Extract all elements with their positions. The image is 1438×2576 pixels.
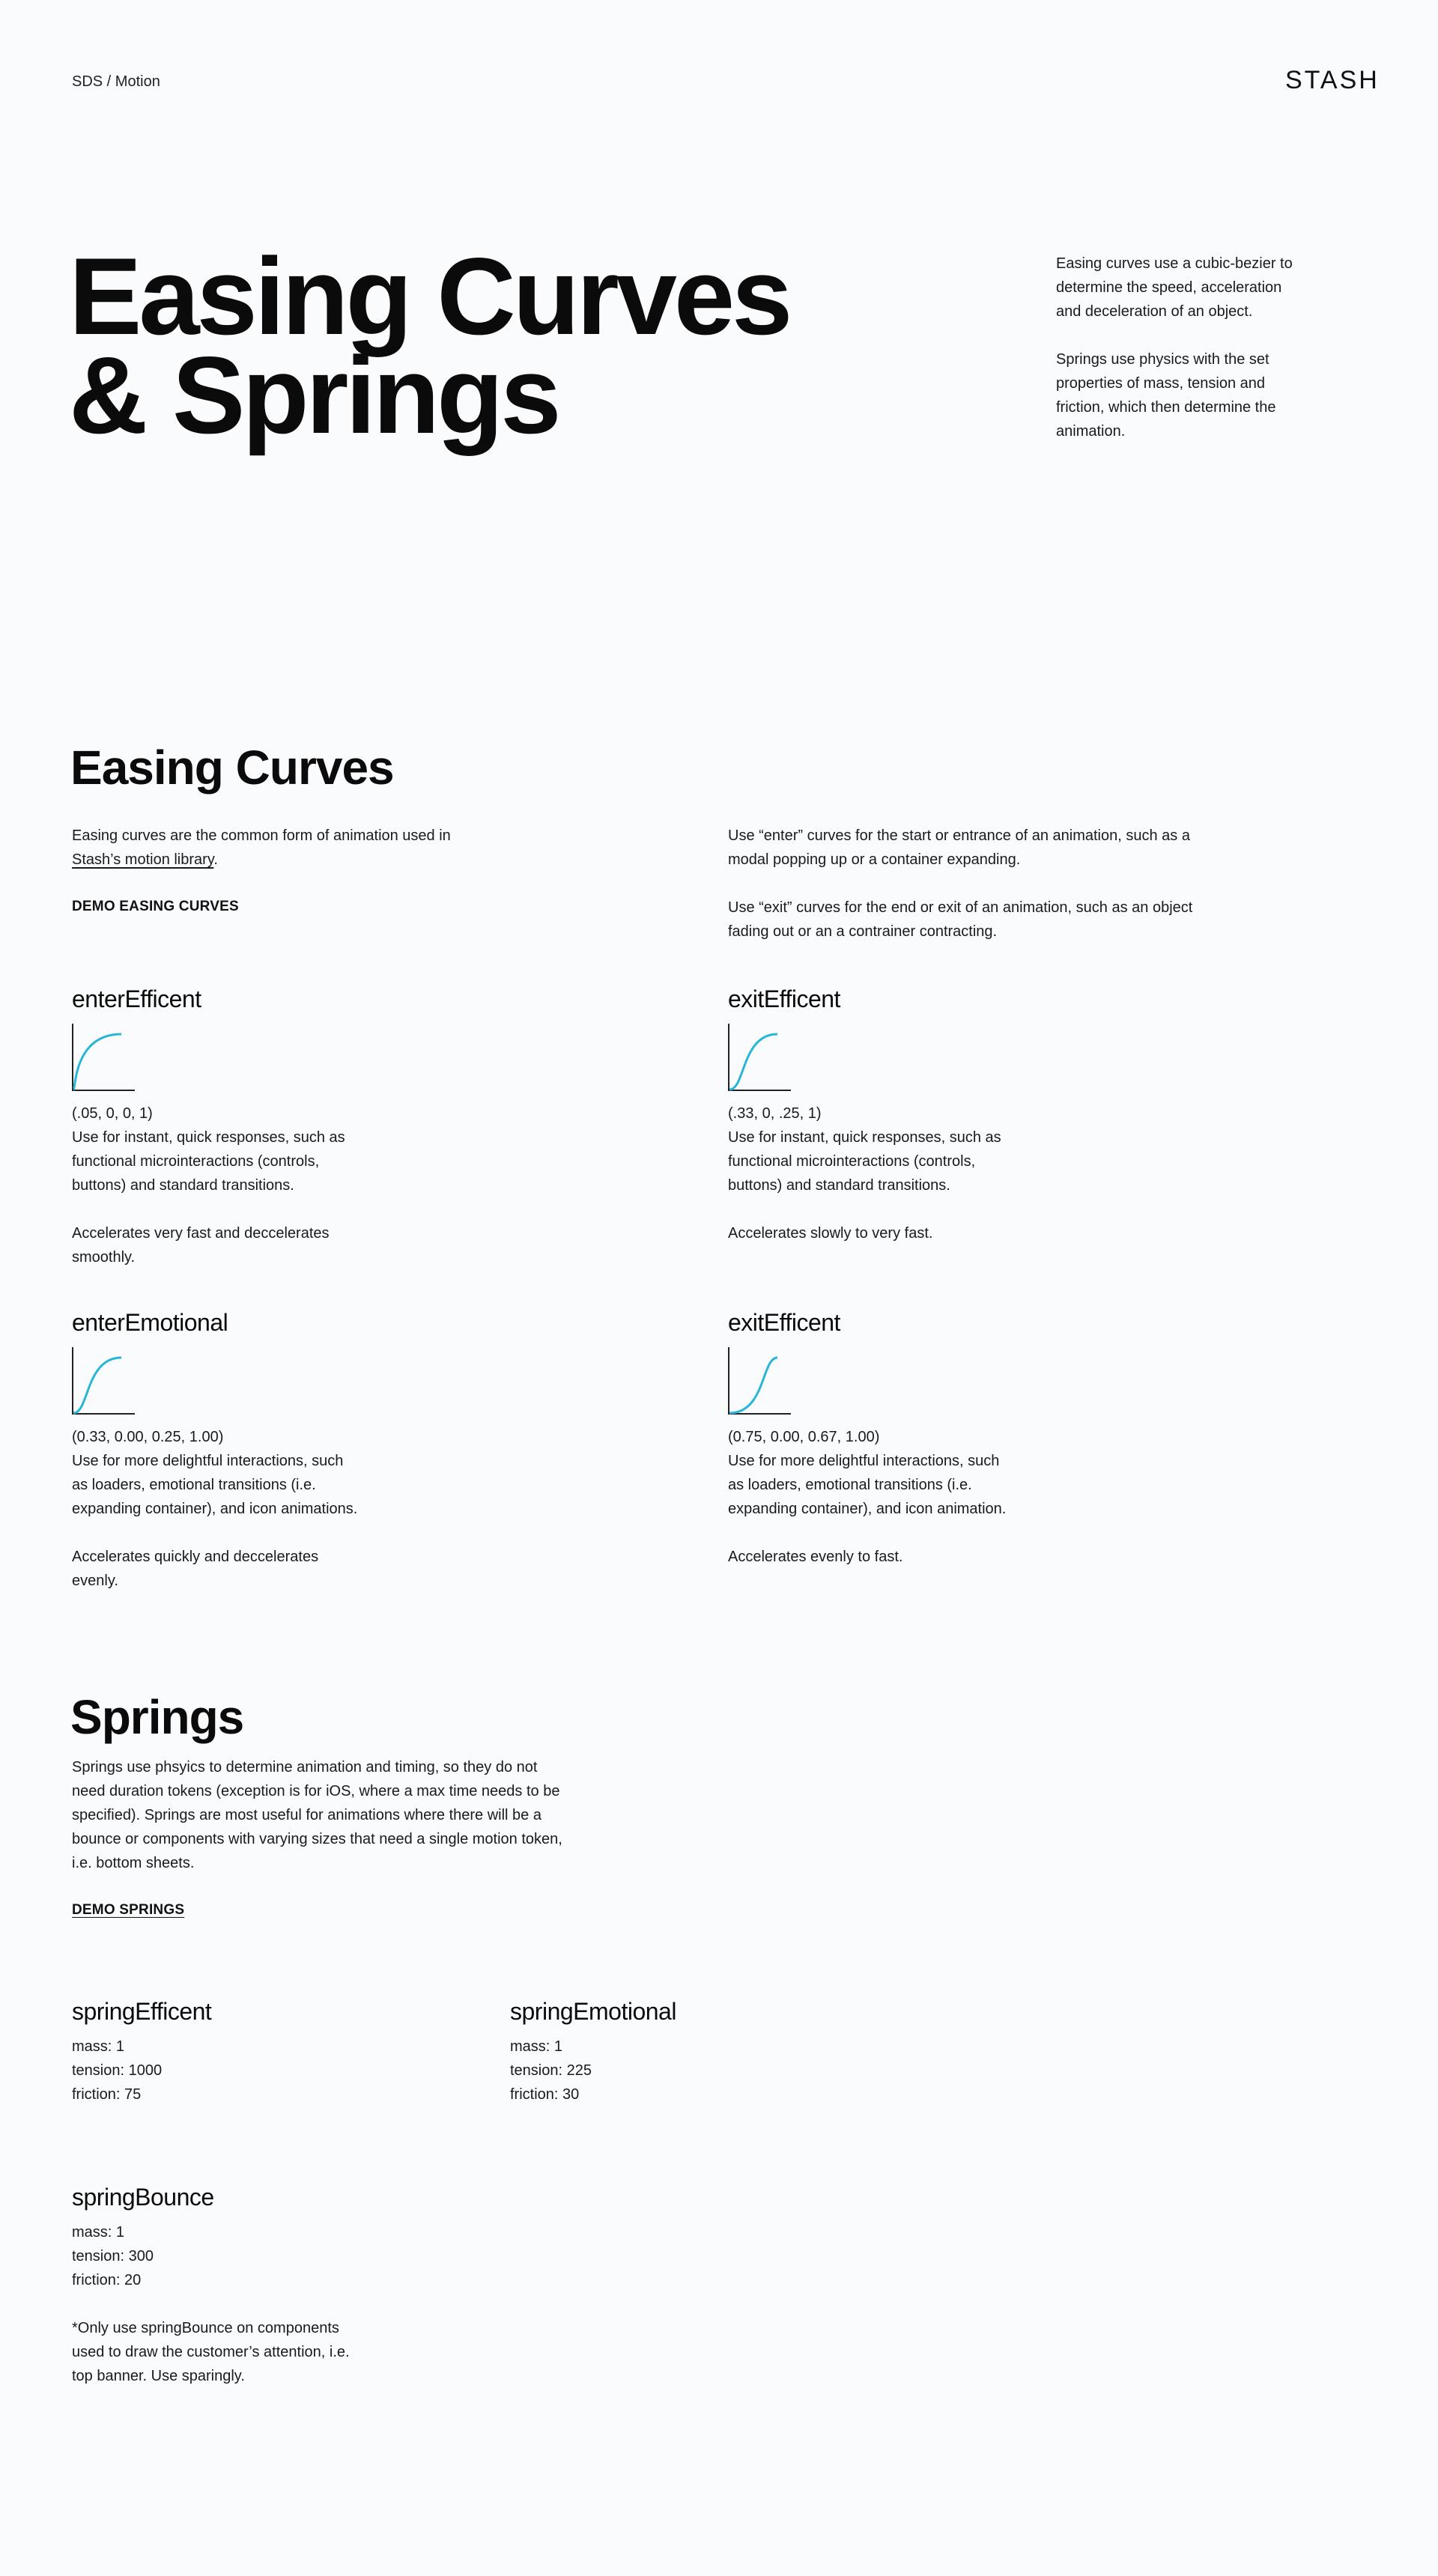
spring-tension: tension: 225 [510, 2062, 592, 2079]
curve-graph [72, 1347, 135, 1415]
spring-name: springEfficent [72, 1998, 212, 2025]
easing-intro [72, 824, 596, 872]
curve-note: Accelerates quickly and deccelerates evenly. [72, 1549, 319, 1589]
spring-tension: tension: 300 [72, 2248, 154, 2264]
curve-use: Use for more delightful interactions, such as loaders, emotional transitions (i.e. expanding container), and icon animations. [72, 1453, 358, 1517]
curve-values: (0.75, 0.00, 0.67, 1.00) [728, 1429, 880, 1445]
exit-curves-text: Use “exit” curves for the end or exit of an animation, such as an object fading out or an a contrainer contracting. [728, 899, 1193, 940]
spring-mass: mass: 1 [510, 2038, 563, 2055]
springs-intro: Springs use phsyics to determine animation and timing, so they do not need duration tokens (exception is for iOS, where a max time needs to be specified). Springs are most useful for animations where there will be a bounce or components with varying sizes that need a single motion token, i.e. bottom sheets. [72, 1759, 562, 1871]
curve-graph [72, 1024, 135, 1091]
curve-graph [728, 1347, 791, 1415]
curve-path [729, 1034, 777, 1090]
demo-springs-link[interactable]: DEMO SPRINGS [72, 1902, 185, 1918]
hero-description-1: Easing curves use a cubic-bezier to determine the speed, acceleration and deceleration of an object. [1056, 255, 1293, 320]
curve-graph [728, 1024, 791, 1091]
easing-intro-suffix: . [213, 851, 218, 868]
curve-use: Use for instant, quick responses, such as functional microinteractions (controls, buttons) and standard transitions. [72, 1129, 345, 1194]
curve-card-exit-emotional [728, 1309, 1102, 1569]
curve-name: exitEfficent [728, 1309, 840, 1336]
hero-description [1056, 252, 1356, 443]
page-title: Easing Curves & Springs [69, 235, 790, 456]
curve-values: (.33, 0, .25, 1) [728, 1105, 822, 1122]
curve-name: exitEfficent [728, 985, 840, 1012]
hero-description-2: Springs use physics with the set properties of mass, tension and friction, which then determine the animation. [1056, 351, 1276, 440]
motion-library-link[interactable]: Stash’s motion library [72, 851, 214, 868]
curve-card-exit-efficent [728, 985, 1102, 1245]
spring-card-efficent [72, 1998, 211, 2106]
spring-friction: friction: 20 [72, 2272, 142, 2288]
curve-use: Use for instant, quick responses, such as functional microinteractions (controls, buttons) and standard transitions. [728, 1129, 1001, 1194]
curve-values: (.05, 0, 0, 1) [72, 1105, 153, 1122]
curve-name: enterEmotional [72, 1309, 228, 1336]
spring-card-bounce [72, 2184, 521, 2388]
spring-mass: mass: 1 [72, 2038, 125, 2055]
curve-note: Accelerates slowly to very fast. [728, 1225, 933, 1242]
spring-name: springEmotional [510, 1998, 676, 2025]
spring-name: springBounce [72, 2184, 214, 2211]
curve-card-enter-emotional [72, 1309, 446, 1593]
spring-tension: tension: 1000 [72, 2062, 163, 2079]
spring-footnote: *Only use springBounce on components used to draw the customer’s attention, i.e. top banner. Use sparingly. [72, 2320, 350, 2384]
curve-path [73, 1034, 121, 1090]
curve-name: enterEfficent [72, 985, 201, 1012]
curve-note: Accelerates evenly to fast. [728, 1549, 903, 1565]
easing-section-title: Easing Curves [70, 741, 394, 795]
curve-values: (0.33, 0.00, 0.25, 1.00) [72, 1429, 224, 1445]
springs-section-title: Springs [70, 1690, 244, 1744]
curve-note: Accelerates very fast and deccelerates smoothly. [72, 1225, 330, 1266]
spring-friction: friction: 75 [72, 2086, 142, 2103]
easing-intro-prefix: Easing curves are the common form of animation used in [72, 827, 451, 844]
curve-use: Use for more delightful interactions, such as loaders, emotional transitions (i.e. expanding container), and icon animation. [728, 1453, 1007, 1517]
spring-mass: mass: 1 [72, 2224, 125, 2241]
spring-friction: friction: 30 [510, 2086, 580, 2103]
curve-path [729, 1358, 777, 1413]
spring-card-emotional [510, 1998, 676, 2106]
curve-path [73, 1358, 121, 1413]
enter-curves-text: Use “enter” curves for the start or entrance of an animation, such as a modal popping up or a container expanding. [728, 827, 1190, 868]
curve-card-enter-efficent [72, 985, 446, 1269]
breadcrumb[interactable]: SDS / Motion [72, 73, 160, 90]
stash-logo[interactable]: STASH [1285, 66, 1380, 94]
demo-easing-curves-label[interactable]: DEMO EASING CURVES [72, 899, 239, 914]
